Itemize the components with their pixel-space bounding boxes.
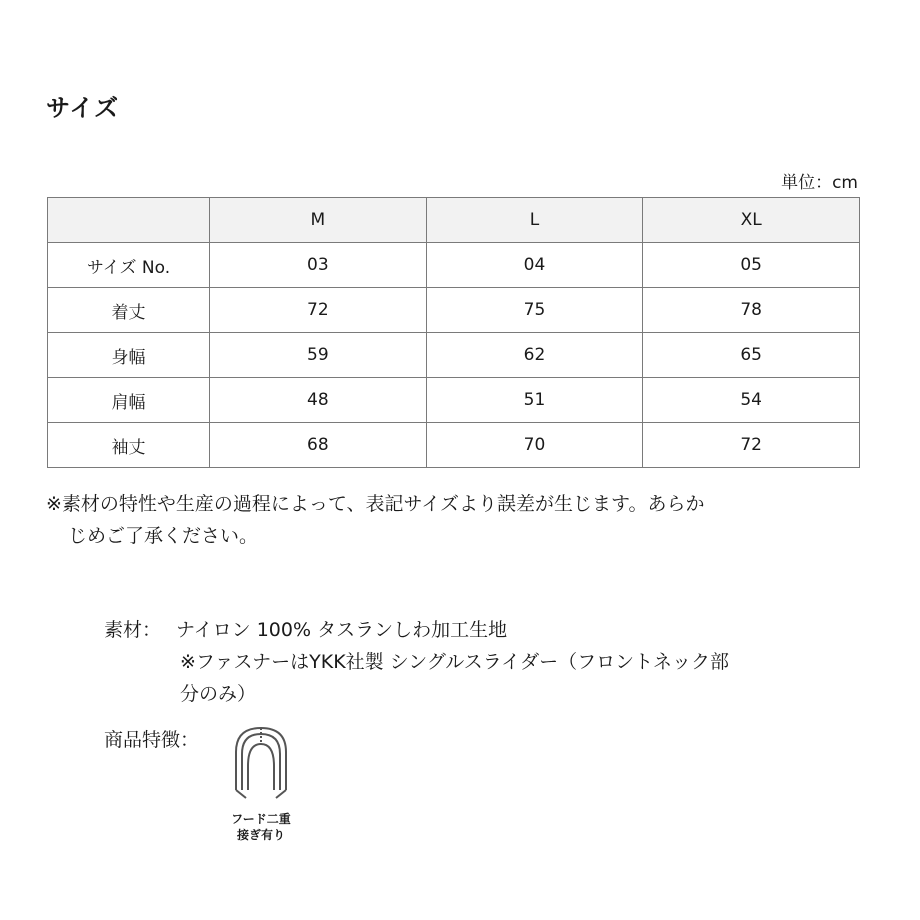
table-cell: 05 [643, 243, 860, 288]
size-disclaimer [46, 488, 866, 552]
table-row [48, 333, 860, 378]
features-label: 商品特徴： [104, 729, 200, 751]
table-cell: 72 [210, 288, 427, 333]
hood-icon-graphic [216, 722, 306, 812]
table-cell: 78 [643, 288, 860, 333]
header-cell-empty [48, 198, 210, 243]
material-line-1: ナイロン 100% タスランしわ加工生地 [176, 619, 508, 641]
table-header-row [48, 198, 860, 243]
table-cell: 59 [210, 333, 427, 378]
header-cell-xl: XL [643, 198, 860, 243]
table-cell: 75 [426, 288, 643, 333]
material-label: 素材： [104, 619, 162, 641]
table-row [48, 423, 860, 468]
header-cell-l: L [426, 198, 643, 243]
hood-double-stitch-icon [216, 722, 306, 847]
page-title: サイズ [46, 94, 120, 122]
row-label: 袖丈 [48, 423, 210, 468]
table-cell: 04 [426, 243, 643, 288]
row-label: 着丈 [48, 288, 210, 333]
row-label: サイズ No. [48, 243, 210, 288]
table-cell: 68 [210, 423, 427, 468]
table-cell: 51 [426, 378, 643, 423]
material-line-3: 分のみ） [180, 683, 257, 705]
size-table [47, 197, 860, 468]
icon-caption-1: フード二重 [231, 812, 291, 826]
table-cell: 65 [643, 333, 860, 378]
table-row [48, 378, 860, 423]
table-cell: 54 [643, 378, 860, 423]
unit-label: 単位：cm [781, 173, 858, 193]
table-row [48, 288, 860, 333]
disclaimer-line-1: ※素材の特性や生産の過程によって、表記サイズより誤差が生じます。あらか [46, 493, 705, 515]
disclaimer-line-2: じめご了承ください。 [68, 525, 259, 547]
table-cell: 48 [210, 378, 427, 423]
table-cell: 72 [643, 423, 860, 468]
table-cell: 62 [426, 333, 643, 378]
table-cell: 70 [426, 423, 643, 468]
material-section [104, 614, 729, 710]
table-cell: 03 [210, 243, 427, 288]
row-label: 肩幅 [48, 378, 210, 423]
row-label: 身幅 [48, 333, 210, 378]
material-line-2: ※ファスナーはYKK社製 シングルスライダー（フロントネック部 [180, 651, 729, 673]
table-row [48, 243, 860, 288]
icon-caption-2: 接ぎ有り [236, 828, 285, 842]
header-cell-m: M [210, 198, 427, 243]
